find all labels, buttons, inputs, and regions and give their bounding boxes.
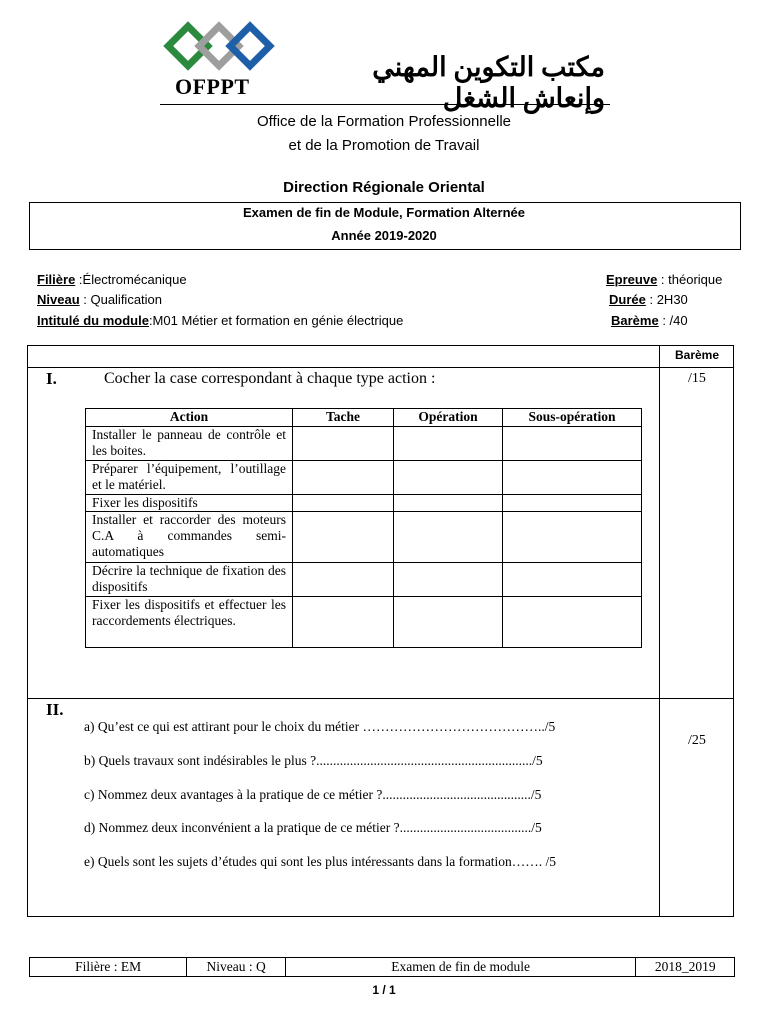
duree-label: Durée: [609, 292, 646, 307]
exam-year: Année 2019-2020: [331, 228, 437, 243]
section-1-question: Cocher la case correspondant à chaque type action :: [104, 370, 436, 387]
col-sous-operation: Sous-opération: [503, 409, 642, 427]
table-row: [86, 563, 642, 597]
table-row: [86, 597, 642, 648]
table-row: [86, 512, 642, 563]
question-c: c) Nommez deux avantages à la pratique de ce métier ?............................................/5: [84, 787, 542, 802]
epreuve-value: : théorique: [657, 272, 723, 287]
duree-value: : 2H30: [645, 292, 688, 307]
action-cell: Décrire la technique de fixation des dispositifs: [86, 563, 293, 597]
sous-operation-checkbox-cell[interactable]: [503, 495, 642, 512]
table-row: [86, 461, 642, 495]
filiere-label: Filière: [37, 272, 76, 287]
action-table: [85, 408, 642, 648]
filiere-line: [37, 272, 187, 287]
section-1-numeral: I.: [46, 369, 57, 388]
table-header-row: [86, 409, 642, 427]
sous-operation-checkbox-cell[interactable]: [503, 597, 642, 648]
header-row-divider: [27, 367, 734, 368]
page-number: 1 / 1: [372, 983, 396, 997]
bareme-value: : /40: [658, 313, 688, 328]
epreuve-line: [606, 272, 722, 287]
sous-operation-checkbox-cell[interactable]: [503, 427, 642, 461]
niveau-line: [37, 292, 162, 307]
header-divider: [160, 104, 610, 105]
table-row: [86, 495, 642, 512]
col-tache: Tache: [293, 409, 394, 427]
module-line: [37, 313, 403, 328]
module-value: :M01 Métier et formation en génie électrique: [148, 313, 404, 328]
tache-checkbox-cell[interactable]: [293, 563, 394, 597]
section-2-numeral: II.: [46, 700, 64, 719]
footer-exam: Examen de fin de module: [286, 958, 637, 976]
action-cell: Fixer les dispositifs: [86, 495, 293, 512]
niveau-label: Niveau: [37, 292, 80, 307]
footer-filiere: Filière : EM: [30, 958, 187, 976]
operation-checkbox-cell[interactable]: [394, 427, 503, 461]
question-a: a) Qu’est ce qui est attirant pour le choix du métier …………………………………../5: [84, 719, 556, 734]
footer-niveau: Niveau : Q: [187, 958, 286, 976]
bareme-column-header: Barème: [674, 348, 720, 362]
tache-checkbox-cell[interactable]: [293, 597, 394, 648]
niveau-value: : Qualification: [79, 292, 163, 307]
table-row: [86, 427, 642, 461]
section-divider: [27, 698, 734, 699]
sous-operation-checkbox-cell[interactable]: [503, 461, 642, 495]
org-line-2: et de la Promotion de Travail: [288, 137, 480, 154]
org-line-1: Office de la Formation Professionnelle: [256, 113, 512, 130]
question-b: b) Quels travaux sont indésirables le plus ?................................................................/5: [84, 753, 543, 768]
tache-checkbox-cell[interactable]: [293, 427, 394, 461]
module-label: Intitulé du module: [37, 313, 149, 328]
sous-operation-checkbox-cell[interactable]: [503, 563, 642, 597]
section-2-score: /25: [688, 733, 706, 748]
logo-text: OFPPT: [175, 74, 250, 99]
bareme-column-divider: [659, 345, 660, 917]
footer-year: 2018_2019: [654, 959, 716, 974]
operation-checkbox-cell[interactable]: [394, 597, 503, 648]
filiere-value: :Électromécanique: [75, 272, 187, 287]
tache-checkbox-cell[interactable]: [293, 512, 394, 563]
operation-checkbox-cell[interactable]: [394, 563, 503, 597]
operation-checkbox-cell[interactable]: [394, 495, 503, 512]
section-1-score: /15: [688, 371, 706, 386]
action-cell: Préparer l’équipement, l’outillage et le matériel.: [86, 461, 293, 495]
action-cell: Installer et raccorder des moteurs C.A à commandes semi-automatiques: [86, 512, 293, 563]
exam-title: Examen de fin de Module, Formation Alternée: [243, 205, 525, 220]
col-operation: Opération: [394, 409, 503, 427]
epreuve-label: Epreuve: [606, 272, 658, 287]
bareme-line: [611, 313, 688, 328]
col-action: Action: [86, 409, 293, 427]
footer-table: [29, 957, 735, 977]
question-d: d) Nommez deux inconvénient a la pratique de ce métier ?......................................./5: [84, 820, 542, 835]
operation-checkbox-cell[interactable]: [394, 461, 503, 495]
tache-checkbox-cell[interactable]: [293, 461, 394, 495]
action-cell: Fixer les dispositifs et effectuer les raccordements électriques.: [86, 597, 293, 648]
sous-operation-checkbox-cell[interactable]: [503, 512, 642, 563]
tache-checkbox-cell[interactable]: [293, 495, 394, 512]
bareme-label: Barème: [611, 313, 659, 328]
operation-checkbox-cell[interactable]: [394, 512, 503, 563]
question-e: e) Quels sont les sujets d’études qui sont les plus intéressants dans la formation……. /5: [84, 854, 557, 869]
arabic-title: مكتب التكوين المهني وإنعاش الشغل: [372, 52, 605, 113]
direction-title: Direction Régionale Oriental: [283, 179, 485, 196]
duree-line: [609, 292, 688, 307]
action-cell: Installer le panneau de contrôle et les boites.: [86, 427, 293, 461]
